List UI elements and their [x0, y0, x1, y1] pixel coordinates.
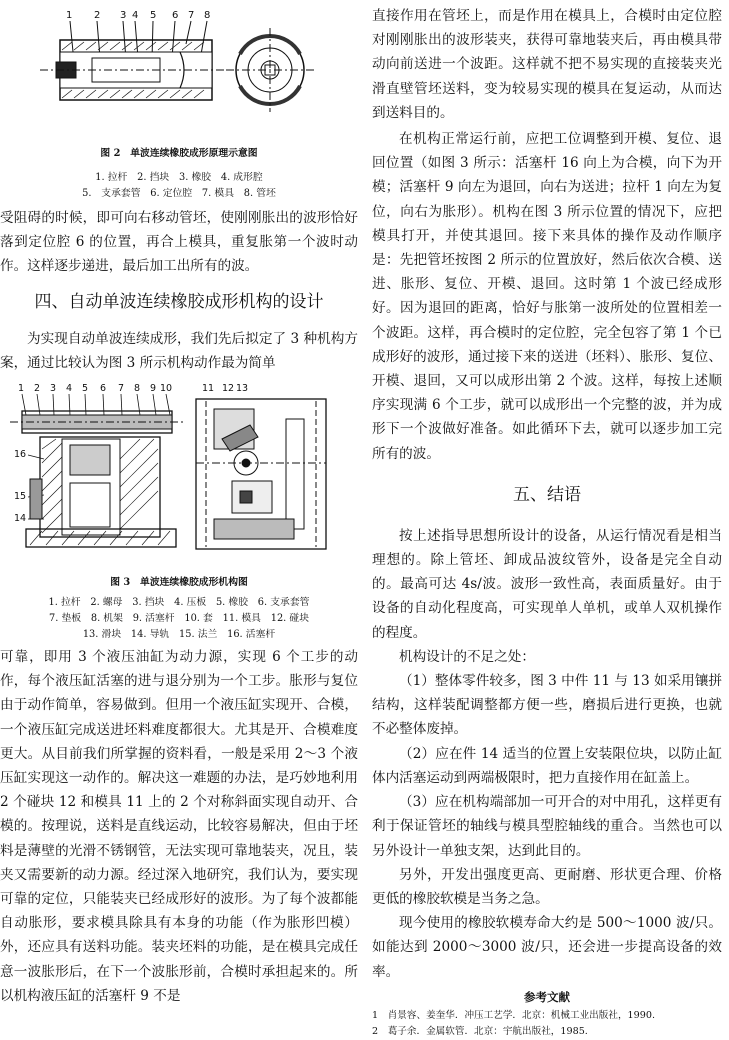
figure-2-legend-line-1: 1. 拉杆 2. 挡块 3. 橡胶 4. 成形腔 [95, 172, 263, 183]
fig3-label-13: 13 [236, 383, 249, 395]
fig2-label-3: 3 [120, 10, 127, 21]
figure-3-legend-line-1: 1. 拉杆 2. 螺母 3. 挡块 4. 压板 5. 橡胶 6. 支承套管 [48, 597, 310, 609]
paragraph: 为实现自动单波连续成形，我们先后拟定了 3 种机构方案，通过比较认为图 3 所示机构动作最为简单 [0, 330, 358, 371]
fig2-label-2: 2 [94, 10, 101, 21]
right-column [372, 0, 722, 1040]
reference-item: 1 肖景容、姜奎华．冲压工艺学．北京：机械工业出版社，1990. [372, 1009, 656, 1021]
figure-3-caption: 图 3 单波连续橡胶成形机构图 [110, 577, 248, 589]
fig3-label-16: 16 [14, 449, 27, 461]
paragraph: 现今使用的橡胶软模寿命大约是 500～1000 波/只。如能达到 2000～3000 波/只，还会进一步提高设备的效率。 [372, 915, 722, 980]
fig2-label-6: 6 [172, 10, 179, 21]
fig3-label-9: 9 [150, 383, 157, 395]
fig3-label-8: 8 [134, 383, 141, 395]
figure-3-legend-line-2: 7. 垫板 8. 机架 9. 活塞杆 10. 套 11. 模具 12. 碰块 [48, 613, 309, 625]
section-4-heading: 四、自动单波连续橡胶成形机构的设计 [34, 291, 324, 312]
figure-2-legend-line-2: 5. 支承套管 6. 定位腔 7. 模具 8. 管坯 [82, 188, 276, 199]
figure-2-caption: 图 2 单波连续橡胶成形原理示意图 [100, 148, 258, 159]
fig2-label-5: 5 [150, 10, 157, 21]
paragraph: 在机构正常运行前，应把工位调整到开模、复位、退回位置（如图 3 所示：活塞杆 16 向上为合模，向下为开模；活塞杆 9 向左为退回，向右为送进；拉杆 1 向左为复位，向右为胀形）。机构在图 3 所示位置的情况下，应把模具打开，并使其退回。接下来具体的操作及动作顺序是：先把管坯按图 2 所示的位置放好，然后依次合模、送进、胀形、复位、开模、退回。这时第 1 个波已经成形好。因为退回的距离，恰好与胀第一波所处的位置相差一个波距。这样，再合模时的定位腔，完全包容了第 1 个已成形好的波形，通过接下来的送进（坯料）、胀形、复位、开模、退回，又可以成形出第 2 个波。这样，每按上述顺序实现满 6 个工步，就可以成形出一个完整的波，并为成形下一个波做好准备。如此循环下去，就可以逐步加工完所有的波。 [372, 131, 722, 462]
paragraph: 另外，开发出强度更高、更耐磨、形状更合理、价格更低的橡胶软模是当务之急。 [372, 866, 722, 907]
list-item: （3）应在机构端部加一可开合的对中用孔，这样更有利于保证管坯的轴线与模具型腔轴线的重合。当然也可以另外设计一单独支架，达到此目的。 [372, 794, 722, 859]
fig2-label-7: 7 [188, 10, 195, 21]
fig2-label-8: 8 [204, 10, 211, 21]
list-item: （1）整体零件较多，图 3 中件 11 与 13 如采用镶拼结构，这样装配调整都方便一些，磨损后进行更换，也就不必整体废掉。 [372, 673, 722, 738]
fig3-label-5: 5 [82, 383, 89, 395]
figure-3-drawing [0, 379, 358, 569]
fig3-label-4: 4 [66, 383, 73, 395]
fig3-label-6: 6 [100, 383, 107, 395]
section-5-heading: 五、结语 [513, 484, 581, 505]
fig2-label-1: 1 [66, 10, 73, 21]
reference-item: 2 葛子余．金属软管．北京：宇航出版社，1985. [372, 1025, 588, 1037]
fig3-label-1: 1 [18, 383, 25, 395]
figure-3 [0, 379, 358, 569]
fig3-label-2: 2 [34, 383, 41, 395]
figure-2 [0, 0, 358, 159]
fig3-label-11: 11 [202, 383, 215, 395]
paragraph: 可靠，即用 3 个液压油缸为动力源，实现 6 个工步的动作，每个液压缸活塞的进与退分别为一个工步。胀形与复位由于动作简单，容易做到。但用一个液压缸实现开、合模，一个液压缸完成送进坯料难度都很大。尤其是开、合模难度更大。从目前我们所掌握的资料看，一般是采用 2～3 个液压缸实现这一动作的。解决这一难题的办法，是巧妙地利用 2 个碰块 12 和模具 11 上的 2 个对称斜面实现自动开、合模的。按理说，送料是直线运动，比较容易解决，但由于坯料是薄壁的光滑不锈钢管，无法实现可靠地装夹，况且，装夹又需要新的动力源。经过深入地研究，我们认为，要实现可靠的定位，只能装夹已经成形好的波形。为了每个波都能自动胀形，要求模具除具有本身的功能（作为胀形凹模）外，还应具有送料功能。装夹坯料的功能，是在模具完成任意一波胀形后，在下一个波胀形前，合模时承担起来的。所以机构液压缸的活塞杆 9 不是 [0, 649, 358, 1004]
fig3-label-7: 7 [118, 383, 125, 395]
figure-2-drawing [0, 0, 358, 142]
paragraph: 受阻碍的时候，即可向右移动管坯，使刚刚胀出的波形恰好落到定位腔 6 的位置，再合上模具，重复胀第一个波时动作。这样逐步递进，最后加工出所有的波。 [0, 210, 358, 275]
paragraph: 直接作用在管坯上，而是作用在模具上，合模时由定位腔对刚刚胀出的波形装夹，获得可靠地装夹后，再由模具带动向前送进一个波距。这样就不把不易实现的直接装夹光滑直壁管坯送料，变为较易实现的模具在复运动，从而达到送料目的。 [372, 8, 722, 121]
fig3-label-3: 3 [50, 383, 57, 395]
left-column [0, 0, 358, 1008]
list-item: （2）应在件 14 适当的位置上安装限位块，以防止缸体内活塞运动到两端极限时，把力直接作用在缸盖上。 [372, 745, 722, 786]
paragraph: 机构设计的不足之处： [399, 648, 535, 665]
fig3-label-14: 14 [14, 513, 27, 525]
fig3-label-12: 12 [222, 383, 235, 395]
references-heading: 参考文献 [524, 989, 570, 1004]
figure-3-legend-line-3: 13. 滑块 14. 导轨 15. 法兰 16. 活塞杆 [82, 629, 276, 641]
paragraph: 按上述指导思想所设计的设备，从运行情况看是相当理想的。除上管坯、卸成品波纹管外，设备是完全自动的。最高可达 4s/波。波形一致性高，表面质量好。由于设备的自动化程度高，可实现单人单机，或单人双机操作的程度。 [372, 527, 722, 641]
fig3-label-15: 15 [14, 491, 27, 503]
fig3-label-10: 10 [160, 383, 173, 395]
fig2-label-4: 4 [132, 10, 139, 21]
